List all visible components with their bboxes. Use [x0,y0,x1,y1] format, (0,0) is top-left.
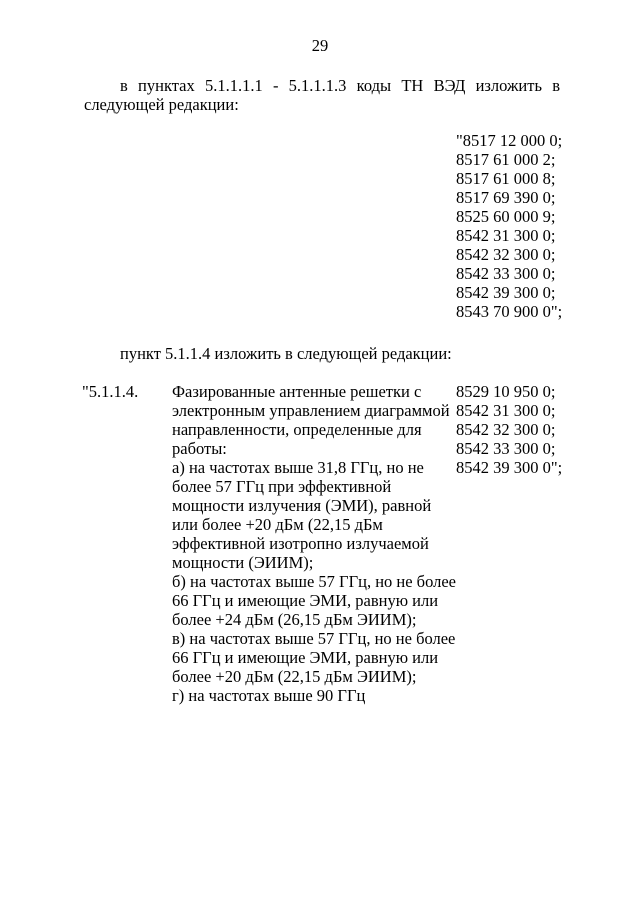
hs-code: 8542 39 300 0; [456,283,556,302]
intro-line-1: в пунктах 5.1.1.1.1 - 5.1.1.1.3 коды ТН ВЭД изложить в [120,76,560,95]
description-line: мощности (ЭИИМ); [172,553,314,572]
description-line: в) на частотах выше 57 ГГц, но не более [172,629,456,648]
description-line: а) на частотах выше 31,8 ГГц, но не [172,458,424,477]
hs-code: 8525 60 000 9; [456,207,556,226]
hs-code: 8542 31 300 0; [456,226,556,245]
description-line: 66 ГГц и имеющие ЭМИ, равную или [172,648,439,667]
hs-code: 8543 70 900 0"; [456,302,563,321]
description-line: г) на частотах выше 90 ГГц [172,686,366,705]
page-number: 29 [311,36,329,55]
item-description [172,382,457,705]
description-line: или более +20 дБм (22,15 дБм [172,515,383,534]
item-hs-codes [456,382,562,477]
hs-code: 8517 61 000 2; [456,150,556,169]
description-line: мощности излучения (ЭМИ), равной [172,496,432,515]
hs-code: 8517 69 390 0; [456,188,556,207]
hs-code: 8529 10 950 0; [456,382,556,401]
description-line: более +20 дБм (22,15 дБм ЭИИМ); [172,667,417,686]
hs-code: 8542 31 300 0; [456,401,556,420]
item-number: "5.1.1.4. [82,382,139,401]
description-line: 66 ГГц и имеющие ЭМИ, равную или [172,591,439,610]
description-line: более +24 дБм (26,15 дБм ЭИИМ); [172,610,417,629]
description-line: Фазированные антенные решетки с [172,382,422,401]
hs-code: 8542 32 300 0; [456,420,556,439]
description-line: электронным управлением диаграммой [172,401,450,420]
intro-paragraph [84,76,560,114]
hs-code: 8517 61 000 8; [456,169,556,188]
description-line: направленности, определенные для [172,420,422,439]
description-line: б) на частотах выше 57 ГГц, но не более [172,572,456,591]
description-line: эффективной изотропно излучаемой [172,534,429,553]
hs-code: 8542 32 300 0; [456,245,556,264]
intro-line-2: следующей редакции: [84,95,239,114]
description-line: более 57 ГГц при эффективной [172,477,392,496]
hs-code: 8542 39 300 0"; [456,458,563,477]
point-heading: пункт 5.1.1.4 изложить в следующей редакции: [120,344,452,363]
hs-code: 8542 33 300 0; [456,264,556,283]
hs-codes-list [456,131,562,321]
hs-code: 8542 33 300 0; [456,439,556,458]
hs-code: "8517 12 000 0; [456,131,563,150]
description-line: работы: [172,439,227,458]
